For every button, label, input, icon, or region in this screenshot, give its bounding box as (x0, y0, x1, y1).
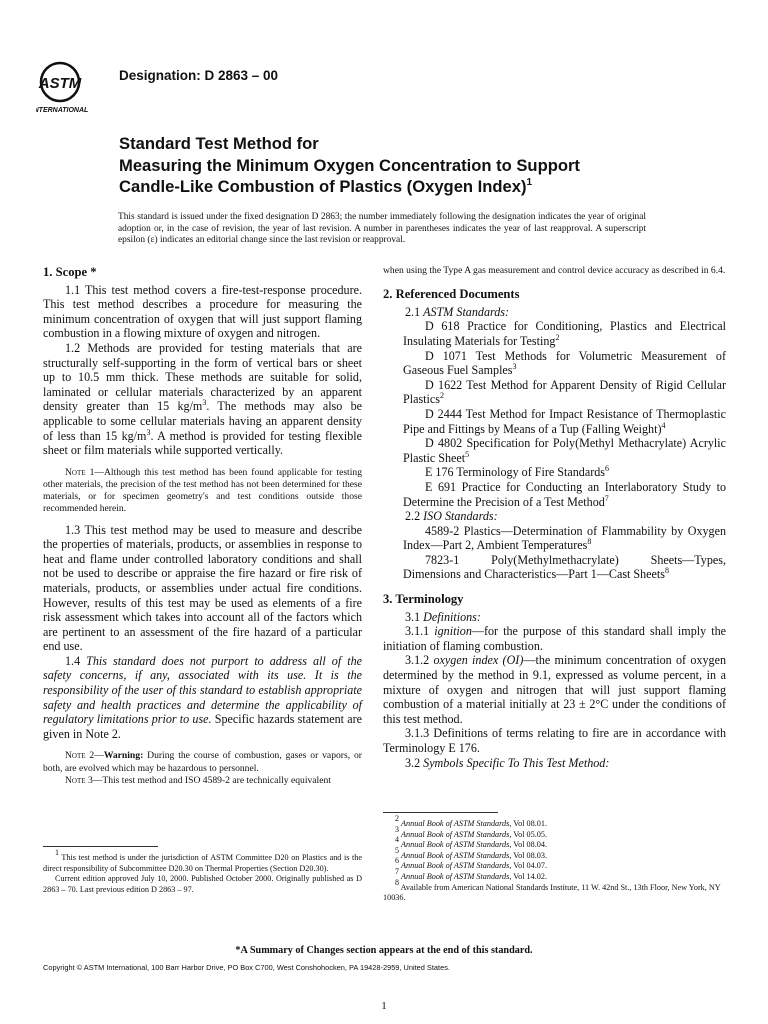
definition-oxygen-index: 3.1.2 oxygen index (OI)—the minimum concentration of oxygen determined by the method in 9.1, expressed as volume percent, in a mixture of oxygen and nitrogen that will just support flaming combustion of a material initially at 23 ± 2°C under the conditions of this test method. (383, 653, 726, 726)
astm-reference-item: D 1071 Test Methods for Volumetric Measurement of Gaseous Fuel Samples$^3$ (403, 348, 726, 378)
subsection-2-2: 2.2 ISO Standards: (405, 509, 498, 524)
astm-standards-list (383, 319, 726, 509)
footnotes-left (43, 848, 362, 895)
svg-text:ASTM: ASTM (38, 75, 82, 92)
iso-standards-list (383, 524, 726, 582)
footnote-1-edition: Current edition approved July 10, 2000. Published October 2000. Originally published as D 2863 – 70. Last previous edition D 2863 – 97. (43, 874, 362, 894)
paragraph-1-4: 1.4 This standard does not purport to address all of the safety concerns, if any, associated with its use. It is the responsibility of the user of this standard to establish appropriate safety and health practices and determine the applicability of regulatory limitations prior to use. Specific hazards statement are given in Note 2. (43, 653, 362, 741)
astm-reference-item: E 176 Terminology of Fire Standards$^6$ (425, 464, 609, 480)
title-line-1: Standard Test Method for (119, 134, 319, 153)
astm-reference-item: E 691 Practice for Conducting an Interlaboratory Study to Determine the Precision of a Test Method$^7$ (403, 479, 726, 509)
footnote-2: $^2$ Annual Book of ASTM Standards, Vol 08.01. (395, 814, 547, 828)
definition-3-1-3: 3.1.3 Definitions of terms relating to fire are in accordance with Terminology E 176. (383, 726, 726, 756)
footnote-6: $^6$ Annual Book of ASTM Standards, Vol 04.07. (395, 856, 547, 871)
logo-caption: INTERNATIONAL (36, 107, 89, 114)
footnote-1: $^1$ This test method is under the jurisdiction of ASTM Committee D20 on Plastics and is the direct responsibility of Subcommittee D20.30 on Thermal Properties (Section D20.30). (43, 848, 362, 873)
left-column (43, 265, 362, 787)
footnote-8: $^8$ Available from American National Standards Institute, 11 W. 42nd St., 13th Floor, New York, NY 10036. (383, 877, 721, 903)
paragraph-1-3: 1.3 This test method may be used to measure and describe the properties of materials, products, or assemblies in response to heat and flame under controlled laboratory conditions and shall not be used to describe or appraise the fire hazard or fire risk of materials, products, or assemblies under actual fire conditions. However, results of this test may be used as elements of a fire risk assessment which takes into account all of the factors which are pertinent to an assessment of the fire hazard of a particular end use. (43, 522, 362, 654)
astm-reference-item: D 2444 Test Method for Impact Resistance of Thermoplastic Pipe and Fittings by Means of a Tup (Falling Weight)$^4$ (403, 406, 726, 436)
designation: Designation: D 2863 – 00 (119, 68, 279, 83)
section-heading-referenced-documents: 2. Referenced Documents (383, 287, 520, 302)
note-3-continued: when using the Type A gas measurement and control device accuracy as described in 6.4. (383, 265, 726, 276)
copyright-line: Copyright © ASTM International, 100 Barr Harbor Drive, PO Box C700, West Conshohocken, PA 19428-2959, United States. (43, 963, 450, 972)
right-column (383, 265, 726, 770)
footnote-rule-left (43, 846, 158, 847)
footnote-4: $^4$ Annual Book of ASTM Standards, Vol 08.04. (395, 835, 547, 850)
astm-reference-item: D 618 Practice for Conditioning, Plastics and Electrical Insulating Materials for Testing$^2$ (403, 319, 726, 348)
paragraph-1-1: 1.1 This test method covers a fire-test-response procedure. This test method describes a procedure for measuring the minimum concentration of oxygen that will just support flaming combustion in a flowing mixture of oxygen and nitrogen. (43, 282, 362, 341)
title-line-2: Measuring the Minimum Oxygen Concentration to Support (119, 155, 580, 175)
page-number: 1 (381, 1000, 387, 1012)
paragraph-1-2: 1.2 Methods are provided for testing materials that are structurally self-supporting in the form of vertical bars or sheet up to 10.5 mm thick. These methods are suitable for solid, laminated or cellular materials characterized by an apparent density greater than 15 $kg/m^3$. The methods may also be applicable to some cellular materials having an apparent density of less than 15 $kg/m^3$. A method is provided for testing flexible sheet or film materials while supported vertically. (43, 340, 362, 458)
footnote-3: $^3$ Annual Book of ASTM Standards, Vol 05.05. (395, 824, 547, 839)
document-title (119, 133, 679, 198)
astm-reference-item: D 1622 Test Method for Apparent Density of Rigid Cellular Plastics$^2$ (403, 377, 726, 407)
section-heading-terminology: 3. Terminology (383, 592, 464, 607)
definition-ignition: 3.1.1 ignition—for the purpose of this standard shall imply the initiation of flaming combustion. (383, 624, 726, 653)
footnote-rule-right (383, 812, 498, 813)
note-3: Note 3—This test method and ISO 4589-2 are technically equivalent (65, 774, 331, 786)
footnote-5: $^5$ Annual Book of ASTM Standards, Vol 08.03. (395, 845, 547, 860)
footnote-7: $^7$ Annual Book of ASTM Standards, Vol 14.02. (395, 866, 547, 881)
issuance-statement: This standard is issued under the fixed designation D 2863; the number immediately following the designation indicates the year of original adoption or, in the case of revision, the year of last revision. A number in parentheses indicates the year of last reapproval. A superscript epsilon (ε) indicates an editorial change since the last revision or reapproval. (118, 212, 646, 246)
subsection-3-1: 3.1 Definitions: (405, 609, 481, 624)
title-footnote-mark: 1 (526, 177, 533, 188)
astm-logo (36, 60, 112, 120)
title-line-3: Candle-Like Combustion of Plastics (Oxygen Index)$^1$ (119, 177, 533, 196)
subsection-2-1: 2.1 ASTM Standards: (405, 304, 510, 319)
section-heading-scope: 1. Scope * (43, 265, 97, 279)
astm-reference-item: D 4802 Specification for Poly(Methyl Methacrylate) Acrylic Plastic Sheet$^5$ (403, 436, 726, 465)
iso-reference-item: 4589-2 Plastics—Determination of Flammability by Oxygen Index—Part 2, Ambient Temperatures$^8$ (403, 523, 726, 553)
footnotes-right (383, 814, 726, 904)
note-1: Note 1—Although this test method has been found applicable for testing other materials, the precision of the test method has not been determined for these materials, or for specimen geometry's and test conditions outside those recommended herein. (43, 466, 362, 515)
iso-reference-item: 7823-1 Poly(Methylmethacrylate) Sheets—Types, Dimensions and Characteristics—Part 1—Cast Sheets$^8$ (403, 552, 726, 582)
subsection-3-2: 3.2 Symbols Specific To This Test Method: (405, 755, 610, 770)
note-2: Note 2—Warning: During the course of combustion, gases or vapors, or both, are evolved which may be hazardous to personnel. (43, 750, 362, 774)
summary-of-changes-note: *A Summary of Changes section appears at the end of this standard. (235, 945, 533, 956)
